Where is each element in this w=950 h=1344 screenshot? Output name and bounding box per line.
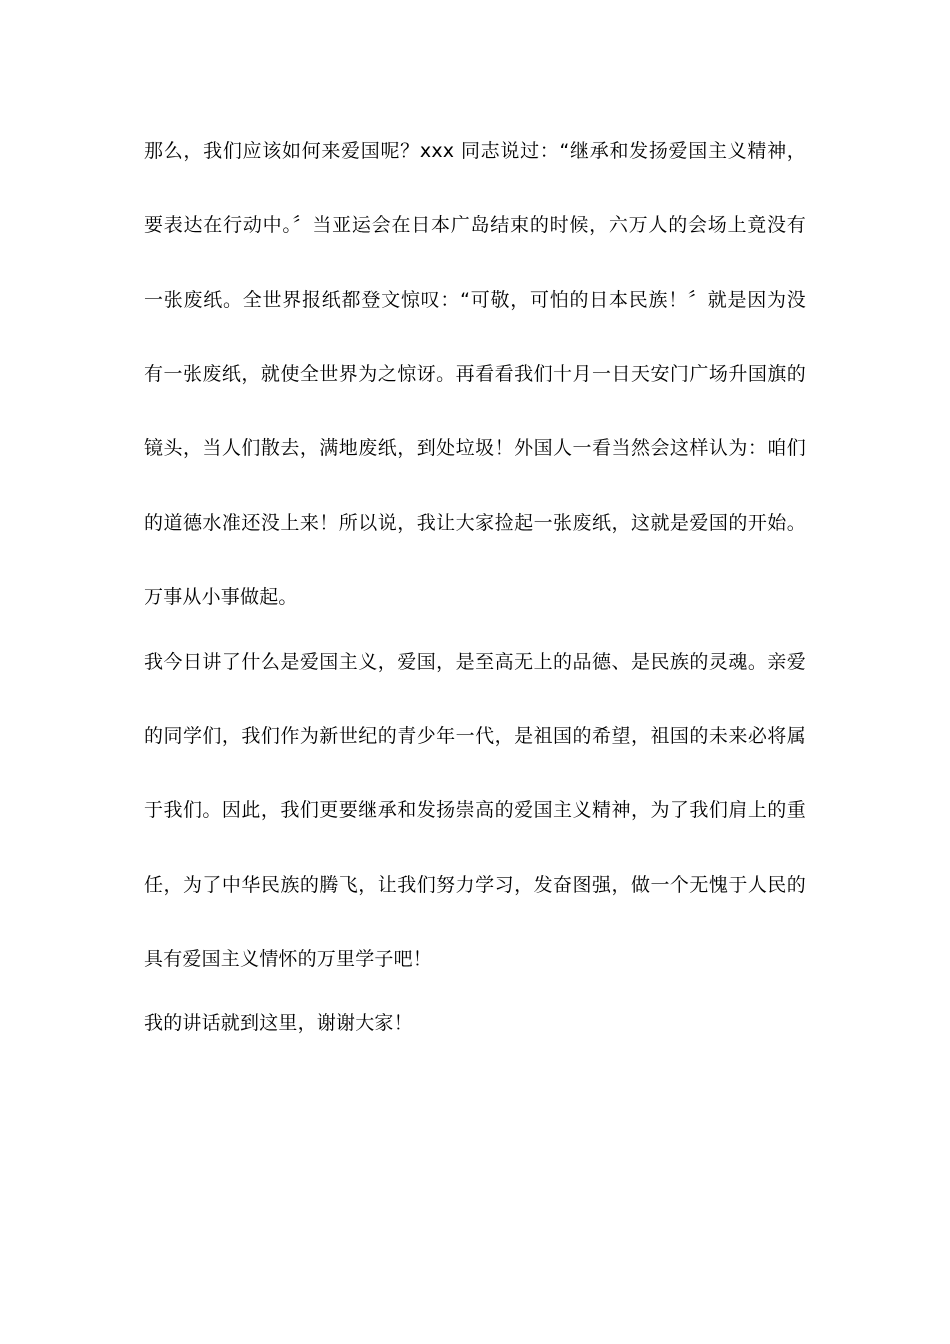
paragraph-line-12: 具有爱国主义情怀的万里学子吧！	[144, 948, 433, 970]
paragraph-line-4: 有一张废纸，就使全世界为之惊讶。再看看我们十月一日天安门广场升国旗的	[144, 363, 806, 385]
paragraph-line-11: 任，为了中华民族的腾飞，让我们努力学习，发奋图强，做一个无愧于人民的	[144, 874, 806, 896]
paragraph-line-6: 的道德水准还没上来！所以说，我让大家捡起一张废纸，这就是爱国的开始。	[144, 512, 806, 534]
paragraph-line-3: 一张废纸。全世界报纸都登文惊叹：“可敬，可怕的日本民族！〞就是因为没	[144, 289, 806, 311]
paragraph-line-9: 的同学们，我们作为新世纪的青少年一代，是祖国的希望，祖国的未来必将属	[144, 725, 806, 747]
paragraph-line-1: 那么，我们应该如何来爱国呢？xxx 同志说过：“继承和发扬爱国主义精神，	[144, 140, 806, 162]
paragraph-line-5: 镜头，当人们散去，满地废纸，到处垃圾！外国人一看当然会这样认为：咱们	[144, 437, 806, 459]
closing-line: 我的讲话就到这里，谢谢大家！	[144, 1012, 413, 1034]
paragraph-line-8: 我今日讲了什么是爱国主义，爱国，是至高无上的品德、是民族的灵魂。亲爱	[144, 651, 806, 673]
paragraph-line-2: 要表达在行动中。〞当亚运会在日本广岛结束的时候，六万人的会场上竟没有	[144, 214, 806, 236]
paragraph-line-10: 于我们。因此，我们更要继承和发扬崇高的爱国主义精神，为了我们肩上的重	[144, 799, 806, 821]
paragraph-line-7: 万事从小事做起。	[144, 586, 298, 608]
